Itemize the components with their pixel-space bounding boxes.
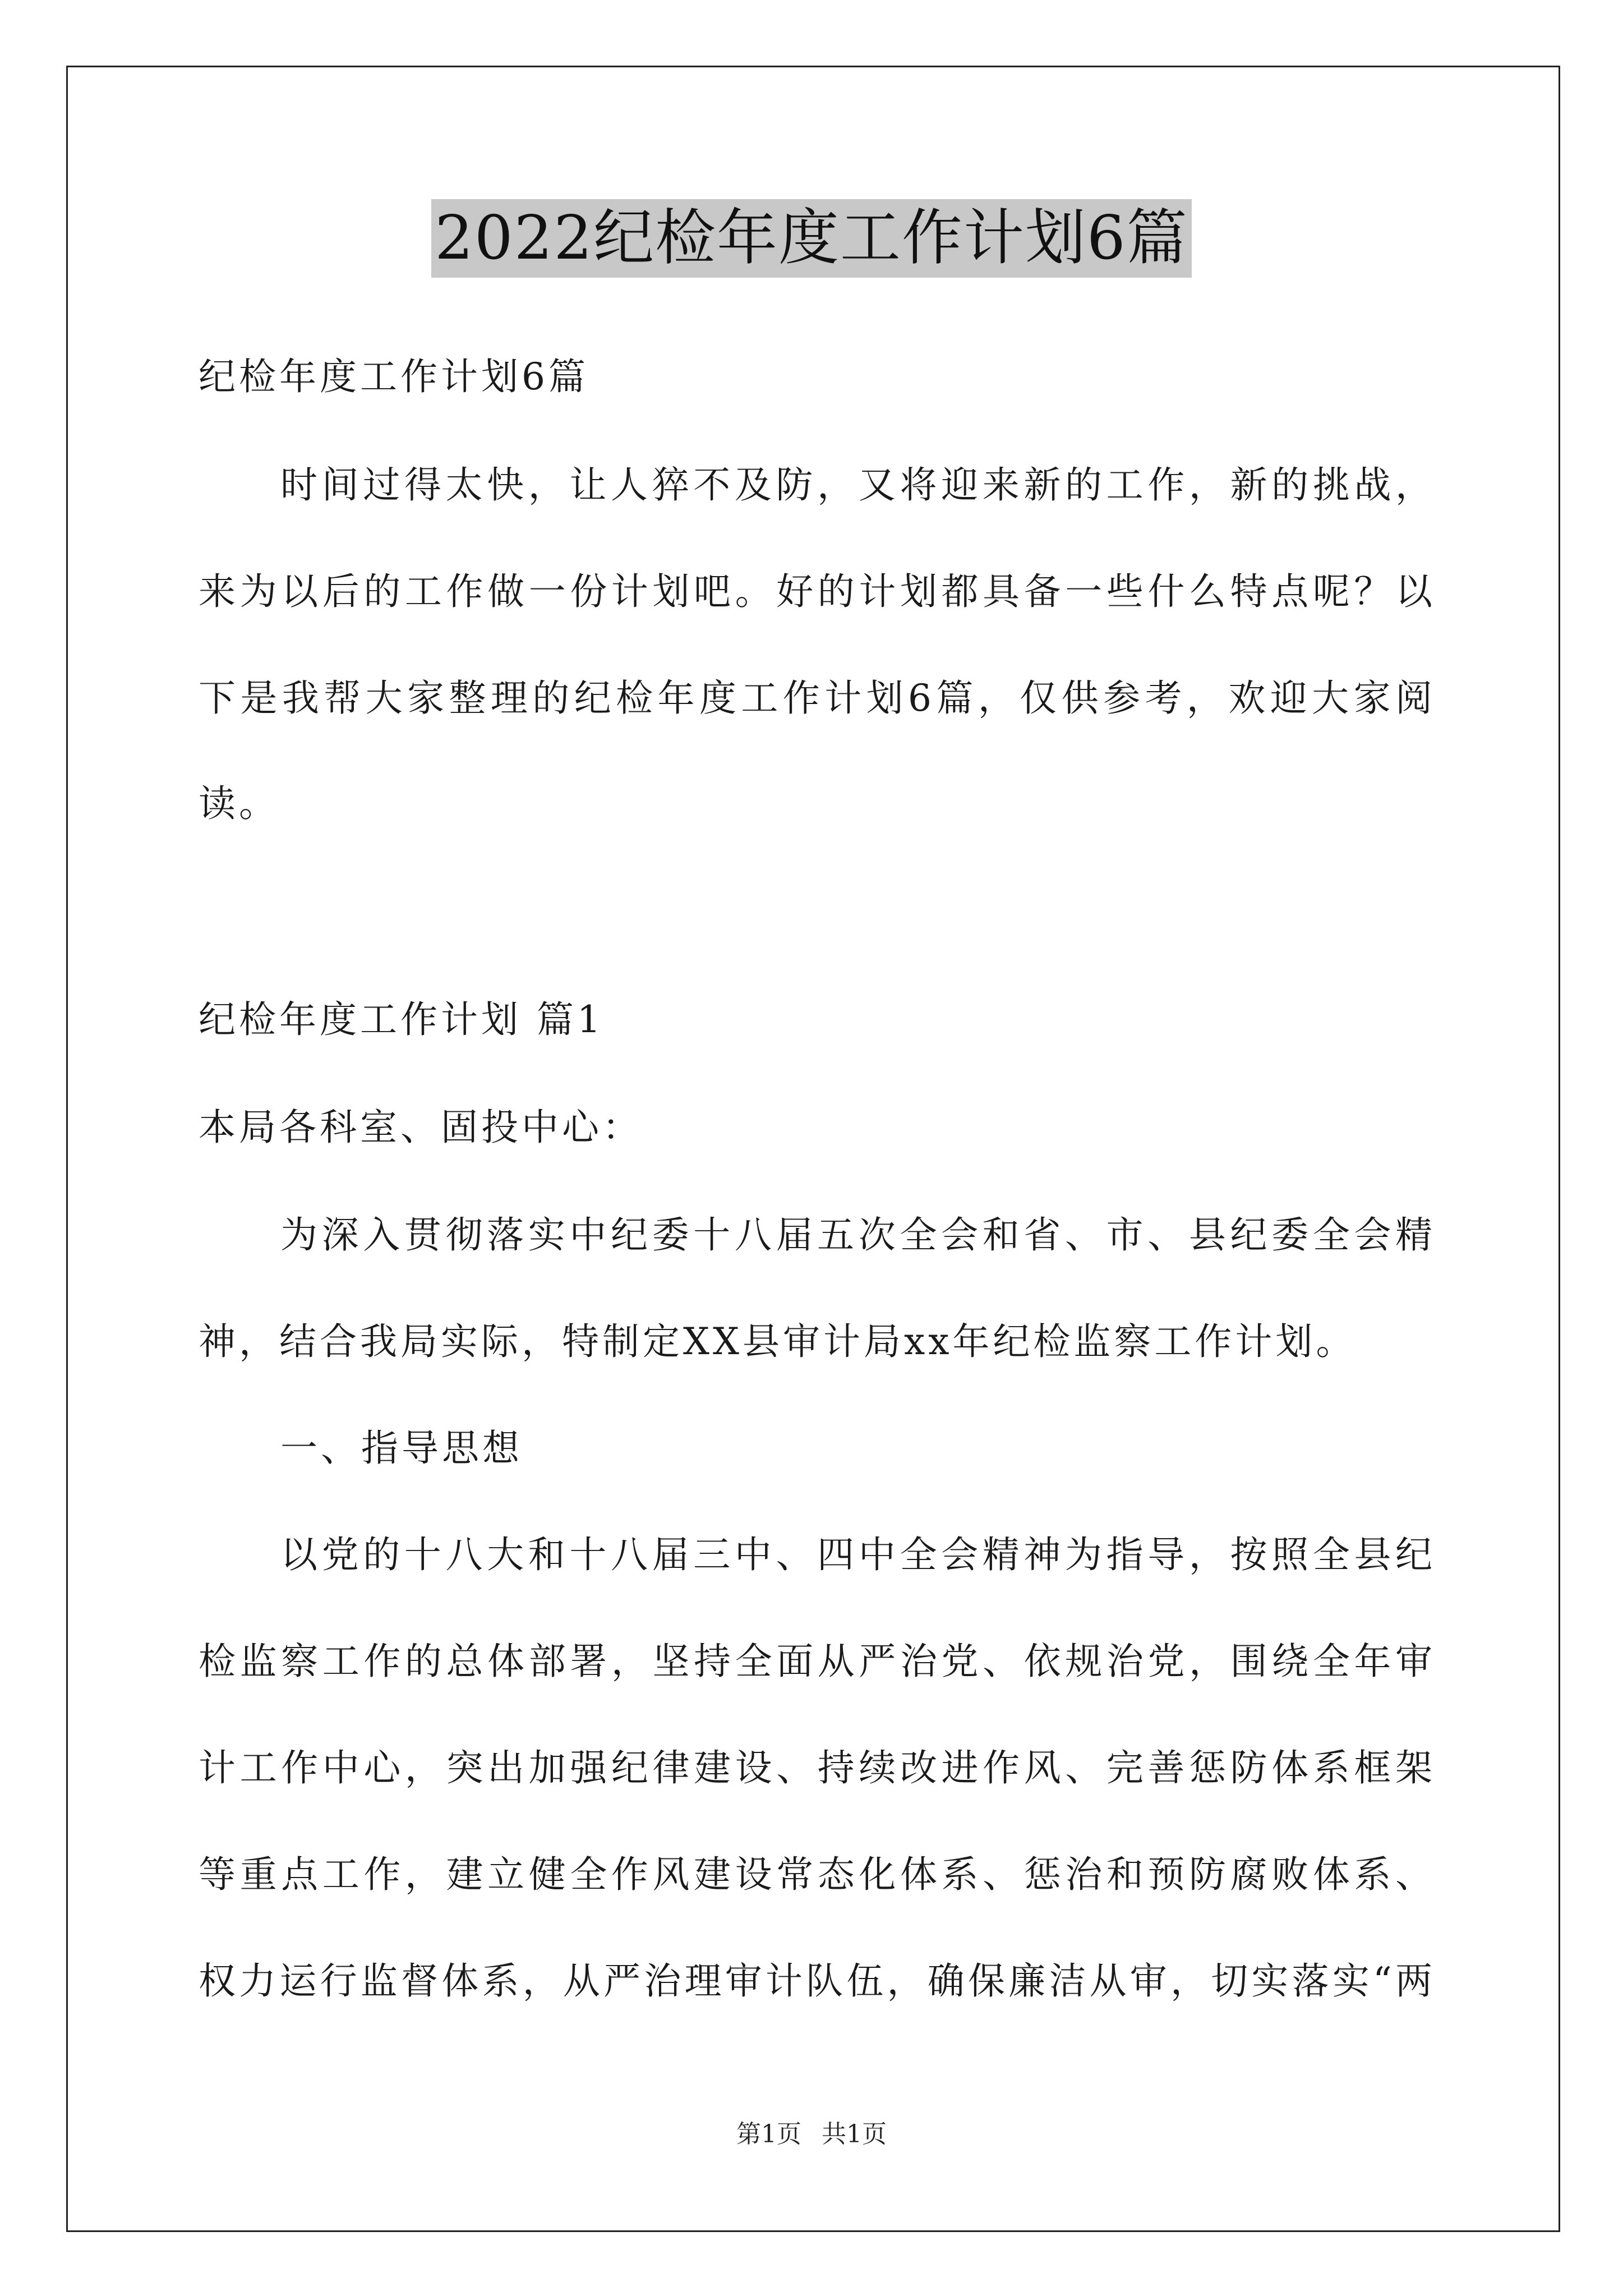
salutation-line: 本局各科室、固投中心： (199, 1106, 643, 1149)
paragraph-line: 读。 (199, 782, 279, 825)
section-heading: 纪检年度工作计划 篇1 (199, 998, 604, 1041)
subsection-heading: 一、指导思想 (280, 1427, 523, 1470)
paragraph-line: 权力运行监督体系，从严治理审计队伍，确保廉洁从审，切实落实“两 (199, 1959, 1432, 2003)
paragraph-line: 为深入贯彻落实中纪委十八届五次全会和省、市、县纪委全会精 (280, 1213, 1432, 1257)
paragraph-line: 等重点工作，建立健全作风建设常态化体系、惩治和预防腐败体系、 (199, 1853, 1432, 1896)
paragraph-line: 神，结合我局实际，特制定XX县审计局xx年纪检监察工作计划。 (199, 1320, 1357, 1363)
paragraph-line: 来为以后的工作做一份计划吧。好的计划都具备一些什么特点呢？以 (199, 570, 1432, 613)
paragraph-line: 检监察工作的总体部署，坚持全面从严治党、依规治党，围绕全年审 (199, 1640, 1432, 1683)
page-total: 共1页 (822, 2120, 887, 2148)
paragraph-line: 时间过得太快，让人猝不及防，又将迎来新的工作，新的挑战， (280, 463, 1432, 507)
paragraph-line: 计工作中心，突出加强纪律建设、持续改进作风、完善惩防体系框架 (199, 1746, 1432, 1789)
page-footer (0, 2118, 1623, 2151)
document-title: 2022纪检年度工作计划6篇 (431, 199, 1192, 278)
subtitle-line: 纪检年度工作计划6篇 (199, 355, 589, 398)
title-wrapper (0, 199, 1623, 278)
paragraph-line: 下是我帮大家整理的纪检年度工作计划6篇，仅供参考，欢迎大家阅 (199, 677, 1432, 720)
paragraph-line: 以党的十八大和十八届三中、四中全会精神为指导，按照全县纪 (280, 1533, 1432, 1576)
page-number: 第1页 (736, 2120, 801, 2148)
